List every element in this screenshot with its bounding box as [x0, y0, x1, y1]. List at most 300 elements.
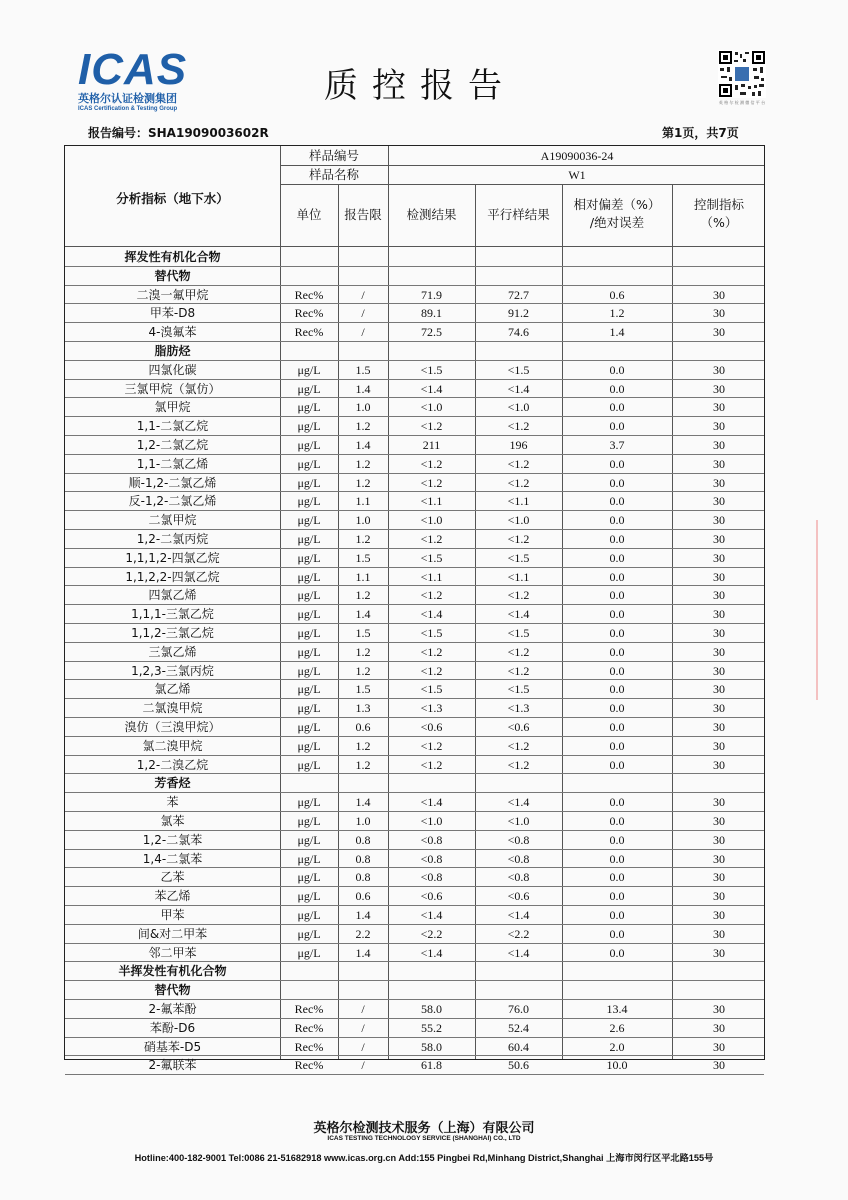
- cell-limit: 0.6: [355, 889, 371, 904]
- table-row: [65, 247, 766, 266]
- col-header-parallel: 平行样结果: [487, 207, 550, 222]
- table-row: [65, 755, 766, 774]
- table-row: [65, 491, 766, 510]
- table-row: [65, 416, 766, 435]
- table-row: [65, 698, 766, 717]
- cell-ctrl: 30: [713, 456, 725, 471]
- section-heading: 半挥发性有机化合物: [118, 964, 227, 979]
- cell-parallel: <1.2: [507, 663, 530, 678]
- cell-unit: μg/L: [297, 550, 321, 565]
- cell-unit: μg/L: [297, 682, 321, 697]
- cell-unit: μg/L: [297, 720, 321, 734]
- cell-ctrl: 30: [713, 889, 725, 904]
- analyte-name: 1,2-二氯乙烷: [136, 438, 209, 452]
- col-header-result: 检测结果: [406, 207, 457, 222]
- analyte-name: 甲苯: [160, 908, 185, 922]
- analyte-name: 氯乙烯: [154, 682, 191, 697]
- analyte-name: 1,1,2,2-四氯乙烷: [125, 569, 220, 584]
- cell-result: <1.0: [420, 400, 443, 415]
- analyte-name: 邻二甲苯: [148, 945, 197, 960]
- cell-parallel: <1.2: [507, 588, 530, 603]
- cell-ctrl: 30: [713, 362, 725, 377]
- cell-dev: 0.0: [609, 926, 625, 941]
- cell-dev: 0.0: [609, 569, 625, 584]
- table-row: [65, 623, 766, 642]
- table-row: [65, 379, 766, 398]
- cell-unit: μg/L: [297, 475, 321, 490]
- cell-parallel: 72.7: [508, 287, 529, 302]
- table-row: [65, 811, 766, 830]
- table-row: [65, 285, 766, 304]
- cell-limit: /: [361, 1039, 365, 1054]
- cell-ctrl: 30: [713, 306, 725, 321]
- cell-limit: 1.2: [355, 475, 371, 490]
- analyte-name: 1,1-二氯乙烷: [136, 419, 209, 434]
- sample-no-value: A19090036-24: [540, 149, 614, 163]
- cell-ctrl: 30: [713, 814, 725, 828]
- cell-limit: 1.1: [355, 569, 371, 584]
- cell-ctrl: 30: [713, 400, 725, 415]
- cell-ctrl: 30: [713, 870, 725, 885]
- cell-limit: /: [361, 1002, 365, 1016]
- cell-ctrl: 30: [713, 287, 725, 302]
- cell-dev: 0.0: [609, 663, 625, 678]
- logo-chinese-name: 英格尔认证检测集团: [78, 92, 177, 105]
- cell-unit: μg/L: [297, 419, 321, 434]
- table-row: [65, 980, 766, 999]
- cell-dev: 1.2: [609, 306, 625, 321]
- table-row: [65, 435, 766, 454]
- cell-ctrl: 30: [713, 720, 725, 734]
- table-row: [65, 322, 766, 341]
- cell-result: <0.8: [420, 851, 443, 866]
- cell-dev: 0.6: [609, 287, 625, 302]
- cell-unit: μg/L: [297, 513, 321, 528]
- table-row: [65, 585, 766, 604]
- table-row: [65, 999, 766, 1018]
- cell-dev: 0.0: [609, 381, 625, 396]
- cell-parallel: <1.2: [507, 475, 530, 490]
- cell-result: <1.4: [420, 945, 443, 960]
- cell-parallel: <1.2: [507, 456, 530, 471]
- report-number: 报告编号：SHA1909003602R: [88, 126, 269, 140]
- table-row: [65, 642, 766, 661]
- cell-result: <1.3: [420, 701, 443, 716]
- cell-ctrl: 30: [713, 532, 725, 546]
- analyte-name: 氯二溴甲烷: [142, 738, 203, 753]
- cell-parallel: <1.5: [507, 626, 530, 640]
- cell-limit: 0.8: [355, 832, 371, 847]
- cell-ctrl: 30: [713, 738, 725, 753]
- analyte-name: 1,2,3-三氯丙烷: [131, 663, 214, 678]
- col-header-deviation-sub: /绝对误差: [589, 215, 645, 230]
- analyte-name: 三氯甲烷（氯仿）: [124, 381, 221, 396]
- table-row: [65, 266, 766, 285]
- analyte-name: 溴仿（三溴甲烷）: [124, 720, 221, 734]
- cell-unit: Rec%: [294, 325, 324, 340]
- cell-dev: 0.0: [609, 889, 625, 904]
- table-row: [65, 961, 766, 980]
- table-row: [65, 661, 766, 680]
- analyte-name: 硝基苯-D5: [143, 1039, 202, 1054]
- cell-limit: /: [361, 1020, 365, 1035]
- cell-unit: Rec%: [294, 1020, 324, 1035]
- cell-parallel: <1.4: [507, 945, 530, 960]
- cell-ctrl: 30: [713, 494, 725, 509]
- analyte-name: 1,1,1-三氯乙烷: [131, 607, 214, 622]
- cell-unit: μg/L: [297, 362, 321, 377]
- cell-dev: 3.7: [609, 438, 625, 452]
- cell-dev: 0.0: [609, 513, 625, 528]
- analyte-name: 1,1-二氯乙烯: [136, 456, 209, 471]
- analyte-name: 1,1,1,2-四氯乙烷: [125, 550, 220, 565]
- cell-unit: μg/L: [297, 569, 321, 584]
- cell-dev: 0.0: [609, 738, 625, 753]
- qr-code-icon: [718, 50, 766, 98]
- table-row: [65, 303, 766, 322]
- analyte-name: 氯甲烷: [154, 400, 191, 415]
- cell-dev: 0.0: [609, 419, 625, 434]
- cell-parallel: <1.0: [507, 513, 530, 528]
- analyte-name: 二氯溴甲烷: [142, 701, 203, 716]
- table-row: [65, 529, 766, 548]
- cell-unit: μg/L: [297, 644, 321, 659]
- analysis-label: 分析指标（地下水）: [116, 191, 229, 206]
- cell-ctrl: 30: [713, 1058, 725, 1073]
- cell-ctrl: 30: [713, 832, 725, 847]
- footer-company-cn: 英格尔检测技术服务（上海）有限公司: [313, 1121, 535, 1136]
- cell-unit: μg/L: [297, 381, 321, 396]
- cell-ctrl: 30: [713, 644, 725, 659]
- sample-no-label: 样品编号: [308, 148, 359, 163]
- cell-limit: 1.2: [355, 663, 371, 678]
- cell-ctrl: 30: [713, 325, 725, 340]
- cell-unit: μg/L: [297, 814, 321, 828]
- cell-limit: 0.8: [355, 851, 371, 866]
- cell-parallel: <1.4: [507, 381, 530, 396]
- section-heading: 替代物: [154, 268, 191, 283]
- analyte-name: 乙苯: [160, 870, 185, 885]
- cell-parallel: 74.6: [508, 325, 529, 340]
- cell-result: <1.1: [420, 569, 443, 584]
- table-row: [65, 849, 766, 868]
- cell-limit: 1.5: [355, 626, 371, 640]
- cell-ctrl: 30: [713, 945, 725, 960]
- cell-dev: 2.0: [609, 1039, 625, 1054]
- cell-result: <1.2: [420, 475, 443, 490]
- cell-result: 58.0: [421, 1002, 442, 1016]
- cell-unit: μg/L: [297, 889, 321, 904]
- cell-dev: 0.0: [609, 475, 625, 490]
- section-heading: 芳香烃: [154, 776, 191, 791]
- analyte-name: 2-氟联苯: [148, 1058, 197, 1073]
- table-row: [65, 604, 766, 623]
- logo-mark: ICAS: [78, 45, 188, 94]
- qr-caption: 英 格 尔 检 测 微 信 平 台: [718, 100, 766, 105]
- cell-parallel: <1.2: [507, 757, 530, 772]
- analyte-name: 1,1,2-三氯乙烷: [131, 626, 214, 640]
- cell-limit: 1.2: [355, 757, 371, 772]
- cell-limit: 1.0: [355, 400, 371, 415]
- cell-dev: 0.0: [609, 644, 625, 659]
- table-row: [65, 943, 766, 962]
- cell-unit: μg/L: [297, 757, 321, 772]
- cell-result: <0.6: [420, 720, 443, 734]
- cell-ctrl: 30: [713, 926, 725, 941]
- cell-parallel: <1.2: [507, 419, 530, 434]
- table-row: [65, 773, 766, 792]
- cell-result: <1.5: [420, 362, 443, 377]
- cell-ctrl: 30: [713, 851, 725, 866]
- cell-ctrl: 30: [713, 1002, 725, 1016]
- cell-result: 71.9: [421, 287, 442, 302]
- cell-result: <1.2: [420, 738, 443, 753]
- cell-result: <1.4: [420, 381, 443, 396]
- cell-parallel: 76.0: [508, 1002, 529, 1016]
- cell-unit: μg/L: [297, 795, 321, 810]
- cell-parallel: <1.2: [507, 644, 530, 659]
- cell-result: 89.1: [421, 306, 442, 321]
- col-header-control-sub: （%）: [700, 215, 738, 230]
- analyte-name: 苯乙烯: [154, 889, 191, 904]
- analyte-name: 三氯乙烯: [148, 644, 197, 659]
- cell-result: <1.0: [420, 513, 443, 528]
- page-number: 第1页，共7页: [662, 126, 739, 140]
- cell-dev: 13.4: [606, 1002, 628, 1016]
- cell-unit: μg/L: [297, 607, 321, 622]
- cell-limit: 1.4: [355, 945, 371, 960]
- qc-table: [64, 145, 765, 1073]
- cell-unit: μg/L: [297, 851, 321, 866]
- cell-unit: μg/L: [297, 663, 321, 678]
- analyte-name: 四氯乙烯: [148, 588, 197, 603]
- cell-dev: 0.0: [609, 532, 625, 546]
- col-header-unit: 单位: [296, 207, 322, 222]
- table-row: [65, 341, 766, 360]
- table-row: [65, 454, 766, 473]
- cell-ctrl: 30: [713, 607, 725, 622]
- footer-contact: Hotline:400-182-9001 Tel:0086 21-51682918 www.icas.org.cn Add:155 Pingbei Rd,Minhang District,Shanghai 上海市闵行区平北路155号: [134, 1153, 714, 1163]
- analyte-name: 苯酚-D6: [149, 1020, 196, 1035]
- cell-ctrl: 30: [713, 550, 725, 565]
- cell-result: <1.5: [420, 626, 443, 640]
- cell-dev: 0.0: [609, 400, 625, 415]
- cell-dev: 0.0: [609, 682, 625, 697]
- col-header-control: 控制指标: [693, 197, 744, 212]
- row-divider: [280, 165, 764, 166]
- cell-result: 58.0: [421, 1039, 442, 1054]
- cell-dev: 0.0: [609, 550, 625, 565]
- cell-result: <1.2: [420, 419, 443, 434]
- table-row: [65, 360, 766, 379]
- table-row: [65, 830, 766, 849]
- cell-result: <1.1: [420, 494, 443, 509]
- cell-result: <1.2: [420, 757, 443, 772]
- table-row: [65, 1018, 766, 1037]
- cell-result: <1.2: [420, 532, 443, 546]
- cell-unit: μg/L: [297, 870, 321, 885]
- table-row: [65, 717, 766, 736]
- cell-dev: 0.0: [609, 626, 625, 640]
- cell-parallel: <0.8: [507, 851, 530, 866]
- table-row: [65, 397, 766, 416]
- cell-ctrl: 30: [713, 701, 725, 716]
- cell-parallel: <1.5: [507, 362, 530, 377]
- page-title: 质控报告: [324, 66, 516, 106]
- cell-unit: Rec%: [294, 287, 324, 302]
- cell-result: 211: [422, 438, 441, 452]
- cell-unit: μg/L: [297, 456, 321, 471]
- table-row: [65, 1055, 766, 1074]
- cell-parallel: <1.4: [507, 607, 530, 622]
- cell-result: <1.2: [420, 456, 443, 471]
- row-divider: [280, 184, 764, 185]
- cell-parallel: <0.6: [507, 720, 530, 734]
- cell-limit: 1.4: [355, 607, 371, 622]
- cell-ctrl: 30: [713, 475, 725, 490]
- cell-limit: 1.2: [355, 588, 371, 603]
- cell-dev: 0.0: [609, 945, 625, 960]
- cell-limit: 0.8: [355, 870, 371, 885]
- cell-ctrl: 30: [713, 663, 725, 678]
- cell-result: <1.2: [420, 663, 443, 678]
- analyte-name: 反-1,2-二氯乙烯: [128, 494, 217, 509]
- table-row: [65, 1037, 766, 1056]
- cell-dev: 0.0: [609, 908, 625, 922]
- sample-name-label: 样品名称: [308, 167, 359, 182]
- cell-unit: μg/L: [297, 626, 321, 640]
- cell-parallel: <0.8: [507, 870, 530, 885]
- cell-result: <0.8: [420, 832, 443, 847]
- cell-ctrl: 30: [713, 438, 725, 452]
- cell-parallel: <1.5: [507, 550, 530, 565]
- cell-limit: 1.2: [355, 532, 371, 546]
- cell-result: <1.2: [420, 588, 443, 603]
- cell-limit: 1.2: [355, 738, 371, 753]
- cell-parallel: <0.8: [507, 832, 530, 847]
- cell-unit: μg/L: [297, 588, 321, 603]
- cell-dev: 0.0: [609, 588, 625, 603]
- cell-parallel: <1.0: [507, 814, 530, 828]
- cell-limit: /: [361, 1058, 365, 1073]
- cell-parallel: 196: [509, 438, 528, 452]
- cell-result: <0.8: [420, 870, 443, 885]
- cell-parallel: <2.2: [507, 926, 530, 941]
- cell-parallel: 60.4: [508, 1039, 529, 1054]
- cell-parallel: <1.2: [507, 532, 530, 546]
- cell-unit: μg/L: [297, 908, 321, 922]
- cell-unit: μg/L: [297, 832, 321, 847]
- cell-dev: 0.0: [609, 795, 625, 810]
- cell-parallel: <1.3: [507, 701, 530, 716]
- table-row: [65, 867, 766, 886]
- analyte-name: 甲苯-D8: [149, 306, 196, 321]
- cell-ctrl: 30: [713, 757, 725, 772]
- analyte-name: 2-氟苯酚: [148, 1002, 197, 1016]
- analyte-name: 4-溴氟苯: [148, 325, 197, 340]
- cell-dev: 0.0: [609, 870, 625, 885]
- table-row: [65, 548, 766, 567]
- table-row: [65, 924, 766, 943]
- cell-limit: /: [361, 325, 365, 340]
- cell-parallel: <1.1: [507, 494, 530, 509]
- cell-result: <1.5: [420, 682, 443, 697]
- row-divider: [65, 1074, 764, 1075]
- cell-unit: μg/L: [297, 400, 321, 415]
- cell-ctrl: 30: [713, 1039, 725, 1054]
- cell-limit: 1.0: [355, 814, 371, 828]
- cell-dev: 10.0: [606, 1058, 628, 1073]
- cell-dev: 0.0: [609, 757, 625, 772]
- cell-result: <1.4: [420, 795, 443, 810]
- cell-limit: /: [361, 287, 365, 302]
- sample-name-value: W1: [568, 168, 586, 182]
- cell-ctrl: 30: [713, 513, 725, 528]
- cell-limit: 2.2: [355, 926, 371, 941]
- icas-logo: [78, 45, 198, 113]
- col-header-deviation: 相对偏差（%）: [573, 197, 661, 212]
- cell-parallel: <0.6: [507, 889, 530, 904]
- cell-ctrl: 30: [713, 569, 725, 584]
- cell-dev: 0.0: [609, 720, 625, 734]
- cell-unit: Rec%: [294, 306, 324, 321]
- cell-parallel: <1.4: [507, 795, 530, 810]
- table-row: [65, 679, 766, 698]
- cell-result: <1.5: [420, 550, 443, 565]
- section-heading: 替代物: [154, 983, 191, 998]
- cell-limit: 1.5: [355, 550, 371, 565]
- cell-limit: 1.4: [355, 795, 371, 810]
- cell-unit: Rec%: [294, 1039, 324, 1054]
- analyte-name: 1,2-二氯苯: [142, 832, 203, 847]
- logo-english-name: ICAS Certification & Testing Group: [78, 106, 178, 112]
- cell-unit: Rec%: [294, 1002, 324, 1016]
- cell-dev: 0.0: [609, 456, 625, 471]
- cell-limit: 1.2: [355, 419, 371, 434]
- analyte-name: 二氯甲烷: [148, 513, 197, 528]
- cell-parallel: 50.6: [508, 1058, 529, 1073]
- cell-result: <1.0: [420, 814, 443, 828]
- cell-result: 55.2: [421, 1020, 442, 1035]
- cell-unit: μg/L: [297, 438, 321, 452]
- cell-ctrl: 30: [713, 1020, 725, 1035]
- cell-dev: 0.0: [609, 607, 625, 622]
- cell-result: <2.2: [420, 926, 443, 941]
- table-row: [65, 886, 766, 905]
- cell-unit: Rec%: [294, 1058, 324, 1073]
- cell-result: <0.6: [420, 889, 443, 904]
- cell-limit: 0.6: [355, 720, 371, 734]
- cell-limit: /: [361, 306, 365, 321]
- cell-limit: 1.4: [355, 908, 371, 922]
- stamp-mark: [816, 520, 844, 700]
- analyte-name: 1,2-二氯丙烷: [136, 532, 209, 546]
- cell-dev: 0.0: [609, 814, 625, 828]
- cell-ctrl: 30: [713, 588, 725, 603]
- analyte-name: 氯苯: [160, 814, 185, 828]
- cell-limit: 1.1: [355, 494, 371, 509]
- analyte-name: 顺-1,2-二氯乙烯: [128, 475, 217, 490]
- cell-parallel: <1.1: [507, 569, 530, 584]
- cell-ctrl: 30: [713, 908, 725, 922]
- table-row: [65, 567, 766, 586]
- section-heading: 脂肪烃: [154, 344, 191, 358]
- cell-limit: 1.4: [355, 438, 371, 452]
- analyte-name: 二溴一氟甲烷: [136, 287, 209, 302]
- analyte-name: 1,2-二溴乙烷: [136, 757, 209, 772]
- cell-limit: 1.5: [355, 682, 371, 697]
- cell-parallel: 91.2: [508, 306, 529, 321]
